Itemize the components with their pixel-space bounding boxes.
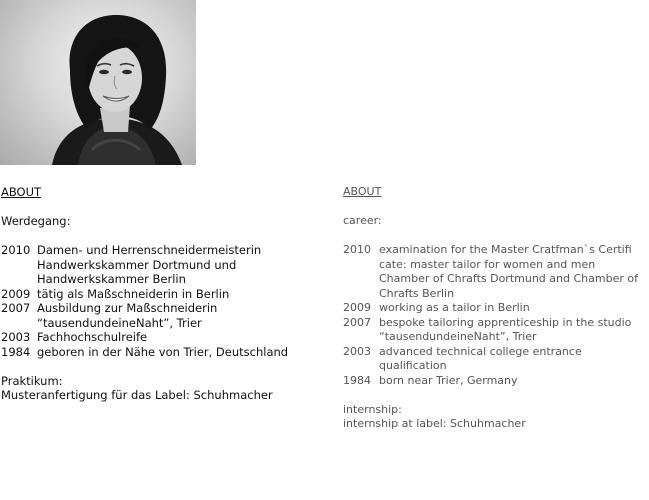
- english-entry-2010: [343, 243, 648, 301]
- german-entry-2003: [1, 330, 331, 345]
- english-career-label: career:: [343, 214, 382, 227]
- german-entry-line: “tausendundeineNaht”, Trier: [37, 315, 202, 330]
- german-column: [1, 185, 331, 403]
- german-entry-line: Handwerkskammer Berlin: [37, 272, 186, 286]
- english-entry-year: 2009: [343, 301, 371, 314]
- german-entry-year: 2007: [1, 301, 31, 315]
- english-entry-line: born near Trier, Germany: [379, 373, 518, 387]
- english-entry-2007: [343, 316, 648, 345]
- english-internship-label: internship:: [343, 402, 402, 416]
- english-entry-year: 1984: [343, 373, 371, 387]
- german-entry-2007: [1, 301, 331, 330]
- english-entry-line: advanced technical college entrance qualification: [379, 344, 582, 372]
- english-entry-line: cate: master tailor for women and men: [379, 257, 596, 271]
- german-internship-label: Praktikum:: [1, 373, 63, 388]
- english-entry-line: bespoke tailoring apprenticeship in the studio: [379, 315, 632, 329]
- english-entry-year: 2010: [343, 243, 371, 256]
- german-entry-year: 1984: [1, 344, 31, 359]
- english-entry-1984: [343, 374, 648, 389]
- english-entry-2009: [343, 301, 648, 316]
- english-column: [343, 185, 648, 432]
- german-entry-line: Handwerkskammer Dortmund und: [37, 257, 237, 272]
- german-internship-text: Musteranfertigung für das Label: Schuhmacher: [1, 388, 273, 402]
- english-entry-line: examination for the Master Cratfman`s Certifi: [379, 243, 632, 256]
- english-internship-text: internship at label: Schuhmacher: [343, 417, 526, 430]
- german-entry-line: tätig als Maßschneiderin in Berlin: [37, 286, 230, 301]
- german-entry-1984: [1, 345, 331, 360]
- german-entry-line: Fachhochschulreife: [37, 330, 148, 344]
- german-entry-2009: [1, 287, 331, 302]
- english-entry-year: 2007: [343, 315, 371, 329]
- german-entry-line: geboren in der Nähe von Trier, Deutschland: [37, 344, 289, 359]
- german-entry-year: 2003: [1, 330, 31, 344]
- english-entry-2003: [343, 345, 648, 374]
- english-entry-line: Chamber of Chrafts Dortmund and Chamber of: [379, 272, 638, 285]
- german-career-label: Werdegang:: [1, 214, 71, 228]
- portrait-photo: [0, 0, 196, 165]
- german-entry-2010: [1, 243, 331, 287]
- german-heading[interactable]: ABOUT: [1, 185, 42, 199]
- english-entry-line: working as a tailor in Berlin: [379, 301, 530, 314]
- english-entry-line: “tausendundeineNaht”, Trier: [379, 330, 537, 343]
- english-entry-year: 2003: [343, 344, 371, 358]
- german-entry-year: 2009: [1, 286, 31, 301]
- german-entry-year: 2010: [1, 243, 31, 257]
- german-entry-line: Ausbildung zur Maßschneiderin: [37, 301, 218, 315]
- english-entry-line: Chrafts Berlin: [379, 286, 455, 300]
- english-heading[interactable]: ABOUT: [343, 185, 382, 198]
- german-entry-line: Damen- und Herrenschneidermeisterin: [37, 243, 262, 257]
